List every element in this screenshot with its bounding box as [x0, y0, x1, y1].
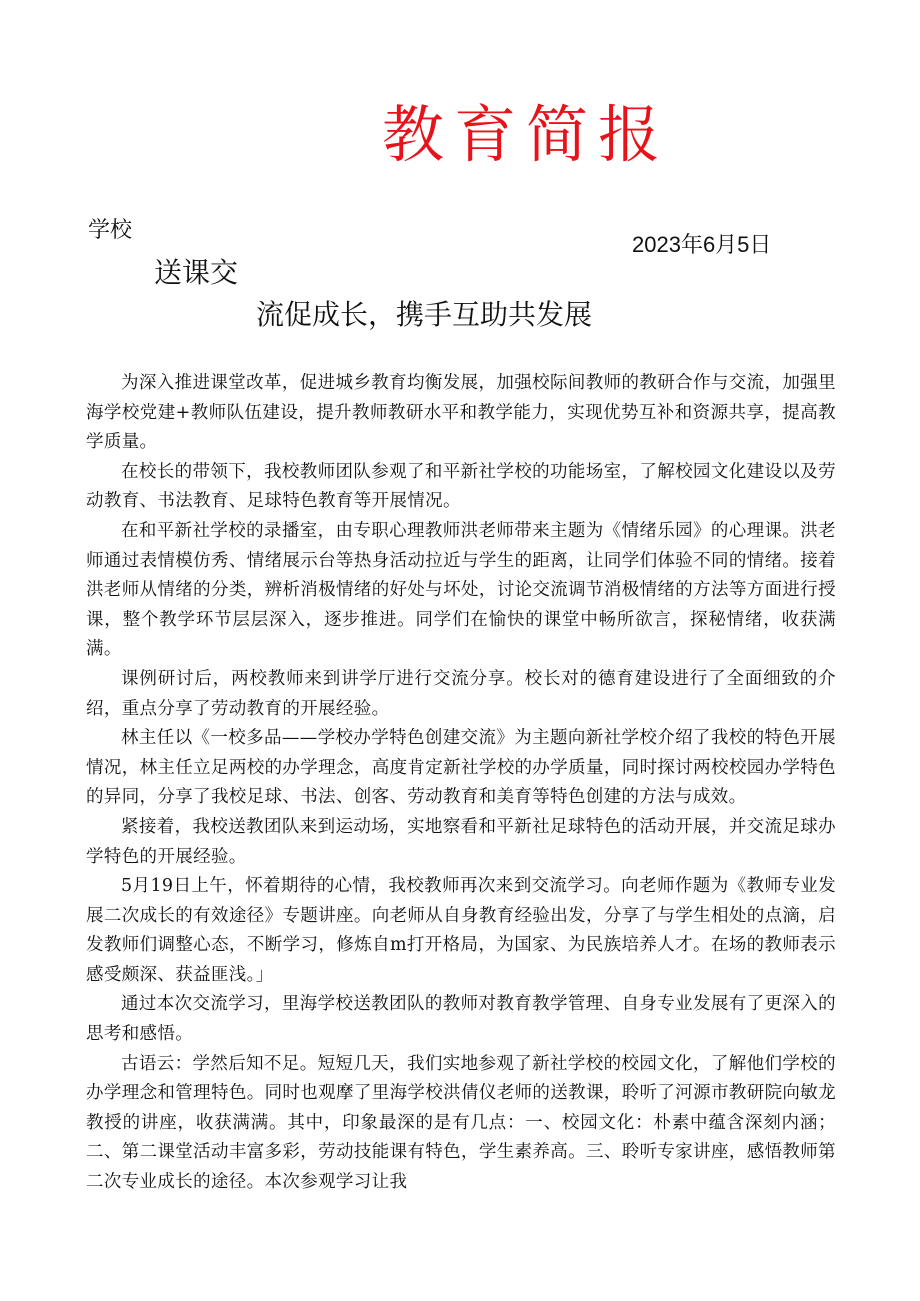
paragraph-lecture: 5月19日上午，怀着期待的心情，我校教师再次来到交流学习。向老师作题为《教师专业发展二次成长的有效途径》专题讲座。向老师从自身教育经验出发，分享了与学生相处的点滴，启发教师们调整心态，不断学习，修炼自m打开格局，为国家、为民族培养人才。在场的教师表示感受颇深、获益匪浅。」 — [86, 876, 836, 985]
paragraph-reflection: 通过本次交流学习，里海学校送教团队的教师对教育教学管理、自身专业发展有了更深入的思考和感悟。 — [86, 994, 836, 1045]
article-headline-line-2: 流促成长，携手互助共发展 — [256, 298, 593, 331]
paragraph-director-lin: 林主任以《一校多品——学校办学特色创建交流》为主题向新社学校介绍了我校的特色开展情况，林主任立足两校的办学理念，高度肯定新社学校的办学质量，同时探讨两校校园办学特色的异同，分享了我校足球、书法、创客、劳动教育和美育等特色创建的方法与成效。 — [86, 728, 836, 808]
paragraph-intro: 为深入推进课堂改革，促进城乡教育均衡发展，加强校际间教师的教研合作与交流，加强里海学校党建+教师队伍建设，提升教师教研水平和教学能力，实现优势互补和资源共享，提高教学质量。 — [86, 373, 836, 453]
article-headline-line-1: 送课交 — [154, 256, 239, 289]
issue-date: 2023年6月5日 — [632, 232, 772, 257]
paragraph-football: 紧接着，我校送教团队来到运动场，实地察看和平新社足球特色的活动开展，并交流足球办学特色的开展经验。 — [86, 816, 836, 867]
paragraph-discussion: 课例研讨后，两校教师来到讲学厅进行交流分享。校长对的德育建设进行了全面细致的介绍，重点分享了劳动教育的开展经验。 — [86, 668, 836, 719]
school-label: 学校 — [88, 218, 133, 243]
paragraph-conclusion: 古语云：学然后知不足。短短几天，我们实地参观了新社学校的校园文化，了解他们学校的办学理念和管理特色。同时也观摩了里海学校洪倩仪老师的送教课，聆听了河源市教研院向敏龙教授的讲座，收获满满。其中，印象最深的是有几点：一、校园文化：朴素中蕴含深刻内涵；二、第二课堂活动丰富多彩，劳动技能课有特色，学生素养高。三、聆听专家讲座，感悟教师第二次专业成长的途径。本次参观学习让我 — [86, 1053, 836, 1193]
paragraph-campus-visit: 在校长的带领下，我校教师团队参观了和平新社学校的功能场室，了解校园文化建设以及劳动教育、书法教育、足球特色教育等开展情况。 — [86, 461, 836, 512]
article-body — [86, 369, 836, 1198]
newsletter-masthead-title: 教育简报 — [382, 98, 671, 171]
paragraph-psychology-lesson: 在和平新社学校的录播室，由专职心理教师洪老师带来主题为《情绪乐园》的心理课。洪老师通过表情模仿秀、情绪展示台等热身活动拉近与学生的距离，让同学们体验不同的情绪。接着洪老师从情绪的分类，辨析消极情绪的好处与坏处，讨论交流调节消极情绪的方法等方面进行授课，整个教学环节层层深入，逐步推进。同学们在愉快的课堂中畅所欲言，探秘情绪，收获满满。 — [86, 520, 836, 660]
